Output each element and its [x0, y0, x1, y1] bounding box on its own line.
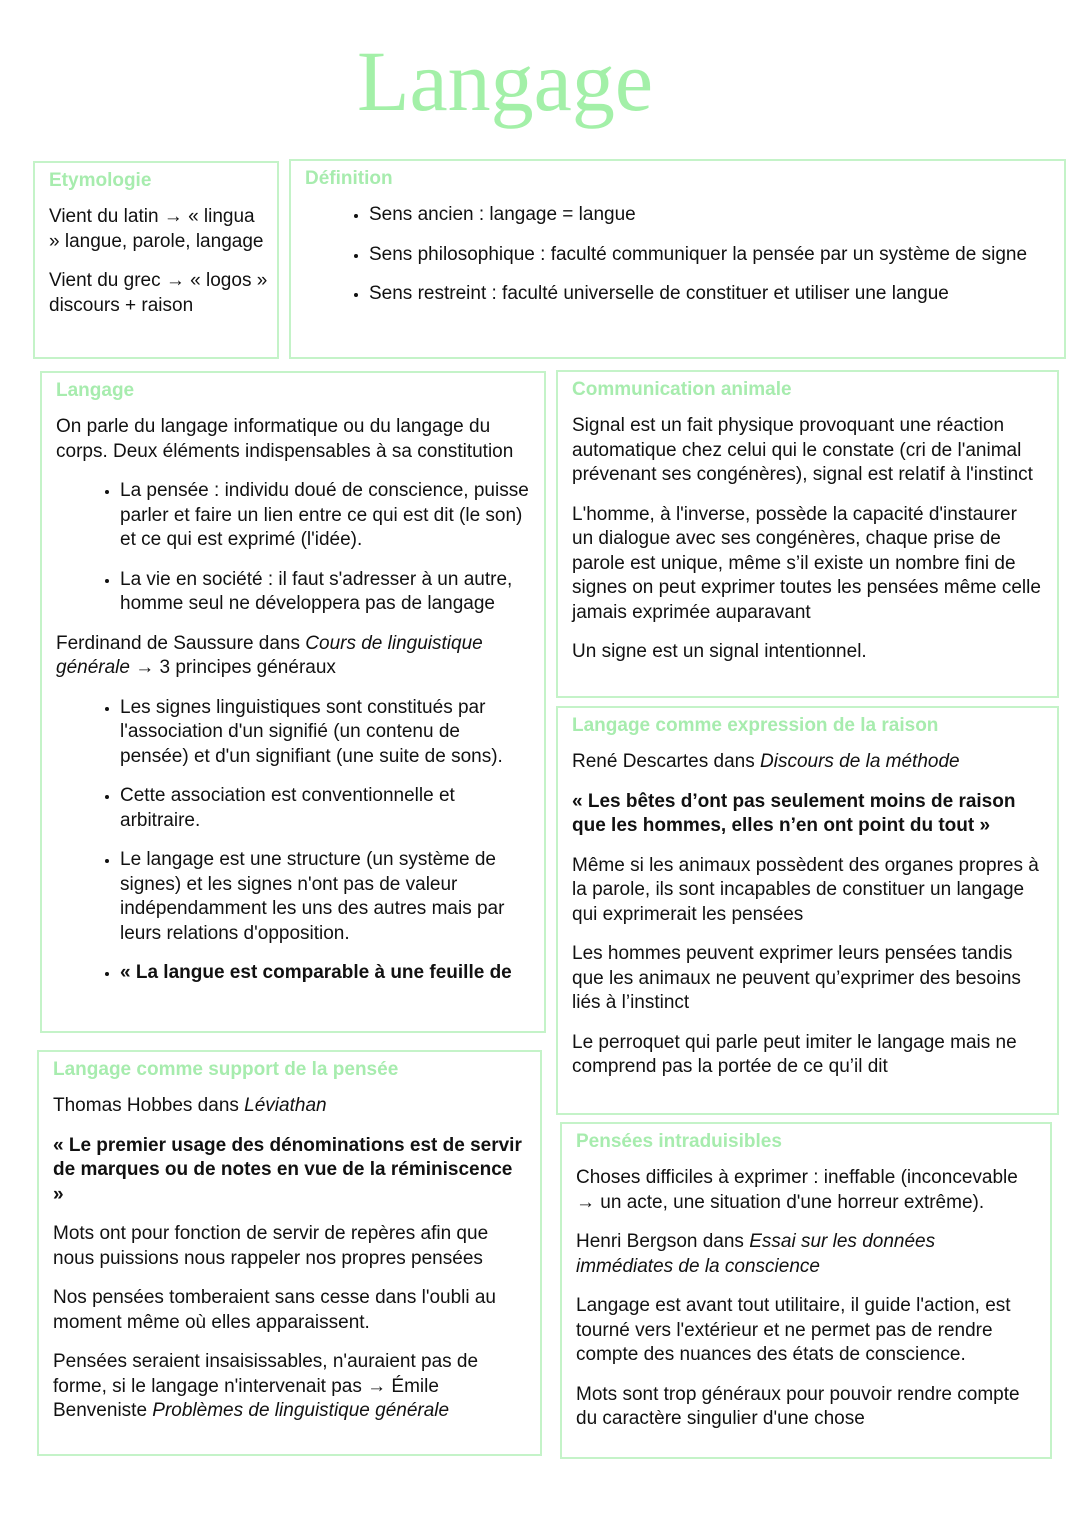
- paragraph: [572, 854, 1043, 928]
- text-run: Sens restreint : faculté universelle de constituer et utiliser une langue: [369, 283, 949, 304]
- paragraph: [56, 632, 530, 681]
- paragraph: [53, 1350, 526, 1424]
- italic-title: Discours de la méthode: [760, 751, 960, 772]
- bullet-list: [56, 479, 530, 617]
- text-run: Vient du grec → « logos » discours + raison: [49, 270, 268, 316]
- text-run: Même si les animaux possèdent des organes propres à la parole, ils sont incapables de constituer un langage qui exprimerait les pensées: [572, 854, 1039, 925]
- text-run: Choses difficiles à exprimer : ineffable (inconcevable → un acte, une situation d'une horreur extrême).: [576, 1167, 1018, 1213]
- list-item: [369, 282, 1050, 307]
- text-run: Thomas Hobbes dans: [53, 1095, 245, 1116]
- text-run: Langage est avant tout utilitaire, il guide l'action, est tourné vers l'extérieur et ne permet pas de rendre compte des nuances des états de conscience.: [576, 1295, 1011, 1365]
- section-langage-raison: [556, 706, 1059, 1115]
- list-item: [120, 848, 530, 946]
- paragraph: [572, 750, 1043, 775]
- list-item: [369, 203, 1050, 228]
- text-run: Nos pensées tomberaient sans cesse dans l'oubli au moment même où elles apparaissent.: [53, 1287, 497, 1333]
- text-run: Signal est un fait physique provoquant une réaction automatique chez celui qui le constate (cri de l'animal prévenant ses congénères), signal est relatif à l'instinct: [572, 415, 1033, 485]
- section-heading: Langage: [56, 380, 135, 401]
- section-etymologie: [33, 161, 279, 359]
- paragraph: [572, 640, 1043, 665]
- section-heading: Définition: [305, 168, 393, 189]
- bold-text: « Les bêtes d’ont pas seulement moins de raison que les hommes, elles n’en ont point du tout »: [572, 790, 1016, 836]
- italic-title: Problèmes de linguistique générale: [152, 1400, 450, 1421]
- bullet-list: [305, 203, 1050, 307]
- section-heading: Pensées intraduisibles: [576, 1131, 782, 1152]
- section-heading: Langage comme expression de la raison: [572, 715, 939, 736]
- text-run: La pensée : individu doué de conscience, puisse parler et faire un lien entre ce qui est dit (le son) et ce qui est exprimé (l'idée).: [120, 480, 529, 550]
- text-run: On parle du langage informatique ou du langage du corps. Deux éléments indispensables à sa constitution: [56, 416, 514, 462]
- italic-title: Cours de linguistique générale: [56, 632, 483, 678]
- italic-title: Essai sur les données immédiates de la conscience: [576, 1231, 936, 1277]
- section-definition: [289, 159, 1066, 359]
- page-title: Langage: [356, 33, 654, 129]
- text-run: Henri Bergson dans: [576, 1231, 750, 1252]
- bullet-list: [56, 696, 530, 986]
- section-heading: Etymologie: [49, 170, 152, 191]
- text-run: Les hommes peuvent exprimer leurs pensées tandis que les animaux ne peuvent qu’exprimer des besoins liés à l’instinct: [572, 943, 1021, 1013]
- paragraph: [49, 205, 269, 254]
- section-support-pensee: [37, 1050, 542, 1456]
- paragraph: [49, 269, 269, 318]
- text-run: La vie en société : il faut s'adresser à un autre, homme seul ne développera pas de langage: [120, 568, 513, 614]
- paragraph: [572, 503, 1043, 626]
- section-langage: [40, 371, 546, 1033]
- list-item: [120, 784, 530, 833]
- text-run: Cette association est conventionnelle et arbitraire.: [120, 785, 455, 831]
- section-communication-animale: [556, 370, 1059, 698]
- paragraph: [576, 1294, 1036, 1368]
- text-run: Le langage est une structure (un système de signes) et les signes n'ont pas de valeur indépendamment les uns des autres mais par leurs relations d'opposition.: [120, 849, 505, 944]
- list-item: [120, 696, 530, 770]
- text-run: Vient du latin → « lingua » langue, parole, langage: [49, 206, 264, 252]
- paragraph: [56, 415, 530, 464]
- text-run: Ferdinand de Saussure dans: [56, 632, 306, 654]
- text-run: René Descartes dans: [572, 751, 760, 772]
- bold-text: « Le premier usage des dénominations est de servir de marques ou de notes en vue de la réminiscence »: [53, 1134, 522, 1205]
- list-item: [120, 568, 530, 617]
- section-heading: Communication animale: [572, 379, 792, 400]
- paragraph: [576, 1230, 1036, 1279]
- text-run: Sens philosophique : faculté communiquer la pensée par un système de signe: [369, 243, 1028, 265]
- paragraph: [572, 790, 1043, 839]
- text-run: Mots sont trop généraux pour pouvoir rendre compte du caractère singulier d'une chose: [576, 1383, 1020, 1429]
- text-run: Pensées seraient insaisissables, n'auraient pas de forme, si le langage n'intervenait pas → Émile Benveniste: [53, 1351, 479, 1421]
- list-item: [120, 961, 530, 986]
- section-pensees-intraduisibles: [560, 1122, 1052, 1459]
- paragraph: [572, 414, 1043, 488]
- text-run: Un signe est un signal intentionnel.: [572, 641, 867, 662]
- italic-title: Léviathan: [244, 1095, 327, 1116]
- text-run: Mots ont pour fonction de servir de repères afin que nous puissions nous rappeler nos propres pensées: [53, 1223, 489, 1269]
- bold-text: « La langue est comparable à une feuille de: [120, 962, 512, 983]
- list-item: [120, 479, 530, 553]
- paragraph: [576, 1383, 1036, 1432]
- paragraph: [53, 1222, 526, 1271]
- text-run: Le perroquet qui parle peut imiter le langage mais ne comprend pas la portée de ce qu’il dit: [572, 1031, 1017, 1077]
- text-run: Sens ancien : langage = langue: [369, 204, 636, 225]
- paragraph: [53, 1094, 526, 1119]
- text-run: L'homme, à l'inverse, possède la capacité d'instaurer un dialogue avec ses congénères, chaque prise de parole est unique, même s’il existe un nombre fini de signes on peut exprimer toutes les pensées même celle jamais exprimée auparavant: [572, 503, 1041, 623]
- section-heading: Langage comme support de la pensée: [53, 1059, 399, 1080]
- text-run: → 3 principes généraux: [129, 657, 336, 678]
- paragraph: [576, 1166, 1036, 1215]
- paragraph: [53, 1134, 526, 1208]
- list-item: [369, 243, 1050, 268]
- paragraph: [53, 1286, 526, 1335]
- paragraph: [572, 942, 1043, 1016]
- paragraph: [572, 1031, 1043, 1080]
- text-run: Les signes linguistiques sont constitués par l'association d'un signifié (un contenu de pensée) et d'un signifiant (une suite de sons).: [120, 696, 503, 767]
